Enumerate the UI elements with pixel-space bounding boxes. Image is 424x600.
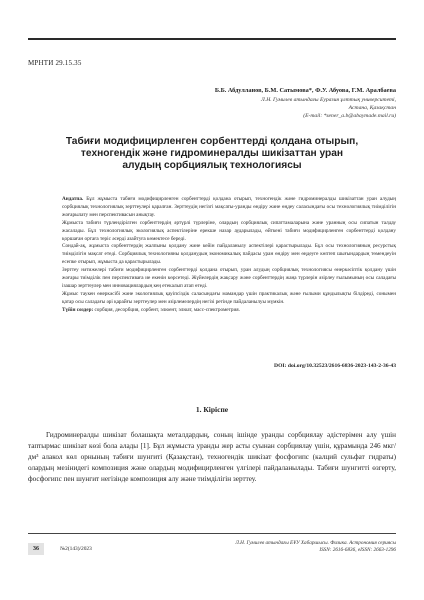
body-text [28,430,396,485]
section-heading-introduction: 1. Кіріспе [195,405,229,414]
abstract-paragraph-1 [62,196,396,220]
body-paragraph: Гидроминералды шикізат болашақта металдардың, соның ішінде уранды сорбциялау әдістерімен алу үшін таптырмас шикізат көзі бола алады [1]. Бұл жұмыста уранды жер асты суынан сорбциялау үшін, құрамында 246 мкг/дм³ алакол көл орнының табиғи шунгиті (Қазақстан), техногендік шикізат фосфогипс (калций сульфат гидраты) олардың мезінидегі композиция және олардың модифицирленген үлгілері пайдаланылады. Табиғи шунгитті өзгерту, фосфогипс пен шунгит негізінде композиция алу және тиімділігін зерттеу. [28,431,396,483]
journal-issn: ISSN: 2616-6836, eISSN: 2663-1296 [319,547,396,554]
article-title [40,136,384,173]
title-line-1: Табиғи модифицирленген сорбенттерді қолдана отырып, [65,136,359,147]
affiliation-line-1: Л.Н. Гумилев атындағы Еуразия ұлттық университеті, [261,97,396,103]
title-line-2: техногендік және гидроминералды шикізаттан уран [80,148,344,160]
journal-info [235,540,396,555]
issue-number: №2(143)/2023 [60,546,92,552]
abstract-text-1: Бұл жұмыста табиғи модифицирленген сорбенттерді қолдана отырып, техногендік және гидроминералды шикізаттан уран алудың сорбциялық технологиялық зерттеулері қаралған. Зерттеудің негізгі мақсаты-уранды өндіру және өңдеу саласындағы осы технологиялық тиімділігін жоғарылату мен перспективасын анықтау. [62,196,396,218]
header-rule [28,38,396,40]
abstract-paragraph-4: Зерттеу нәтижелері табиғи модифицирленген сорбенттерді қолдана отырып, уран алудың сорбциялық технологиясы өнеркәсіптік қолдану үшін жоғары тиімділік пен перспективаға ие екенін көрсетеді. Жүйелердің жақсару және сорбенттердің жаңа түрлерін әзірлеу ғылымының осы саладағы ізашар зерттеулер мен инновациялардың кең етекалып атап өтеді. [62,267,396,289]
footer-rule [28,533,396,534]
title-line-3: алудың сорбциялық технологиясы [122,160,302,172]
abstract-paragraph-5: Жұмыс таукен өнеркәсібі және экологиялық қауіпсіздік саласындағы мамандар үшін практикалық және ғылыми құндылықты білдіреді, сонымен қатар осы саладағы әрі қарайғы зерттеулер мен әзірлемелердің негізі ретінде пайдаланылуы мүмкін. [62,290,396,305]
abstract-label: Андатпа. [62,196,84,202]
abstract-paragraph-2: Жұмыста табиғи түрлендірілген сорбенттердің әртүрлі түрлеріне, олардың сорбциялық сипаттамаларына және уранның осы сипатын талдау жасалады. Бұл технологиялық экологиялық аспектілеріне ерекше назар аударылады, өйткені табиғи модифицирленген сорбенттерді қолдану қоршаған ортаға теріс әсерді азайтуға көмектесе береді. [62,219,396,242]
affiliation-email: (E-mail: *sener_a.b@abaymade.mail.ru) [303,113,396,119]
keywords-label: Түйін сөздер: [62,306,94,313]
authors-line: Б.Б. Абдулланов, Б.М. Сатымова*, Ф.У. Абуова, Г.М. Аралбаева [214,87,396,94]
affiliation-line-2: Астана, Қазақстан [348,105,396,111]
journal-title: Л.Н. Гумилев атындағы ЕҰУ Хабаршысы. Физика. Астрономия сериясы [235,540,396,546]
mrnti-code: МРНТИ 29.15.35 [28,59,82,67]
keywords-line [62,307,396,315]
page-number: 36 [28,543,44,555]
doi-link[interactable]: DOI: doi.org/10.32523/2616-6836-2023-143-2-36-43 [274,363,396,369]
keywords-text: сорбция, десорбция, сорбент, элюент, элюат, масс-спектрометрия. [94,306,240,313]
abstract-paragraph-3: Сондай-ақ, жұмыста сорбенттердің жалпыны қолдану және кейін пайдаланылу аспектілері қарастырылады. Бұл осы технологияның ресурстық тиімділігін мақсат етеді. Сорбциялық технологияны қолданудың экономикалық пайдасы уран өндіру мен өңдеуге көптеп шығындардың төмендеуін есепке отырып, жұмыста да қарастырылады. [62,243,396,266]
abstract-block [62,196,396,315]
